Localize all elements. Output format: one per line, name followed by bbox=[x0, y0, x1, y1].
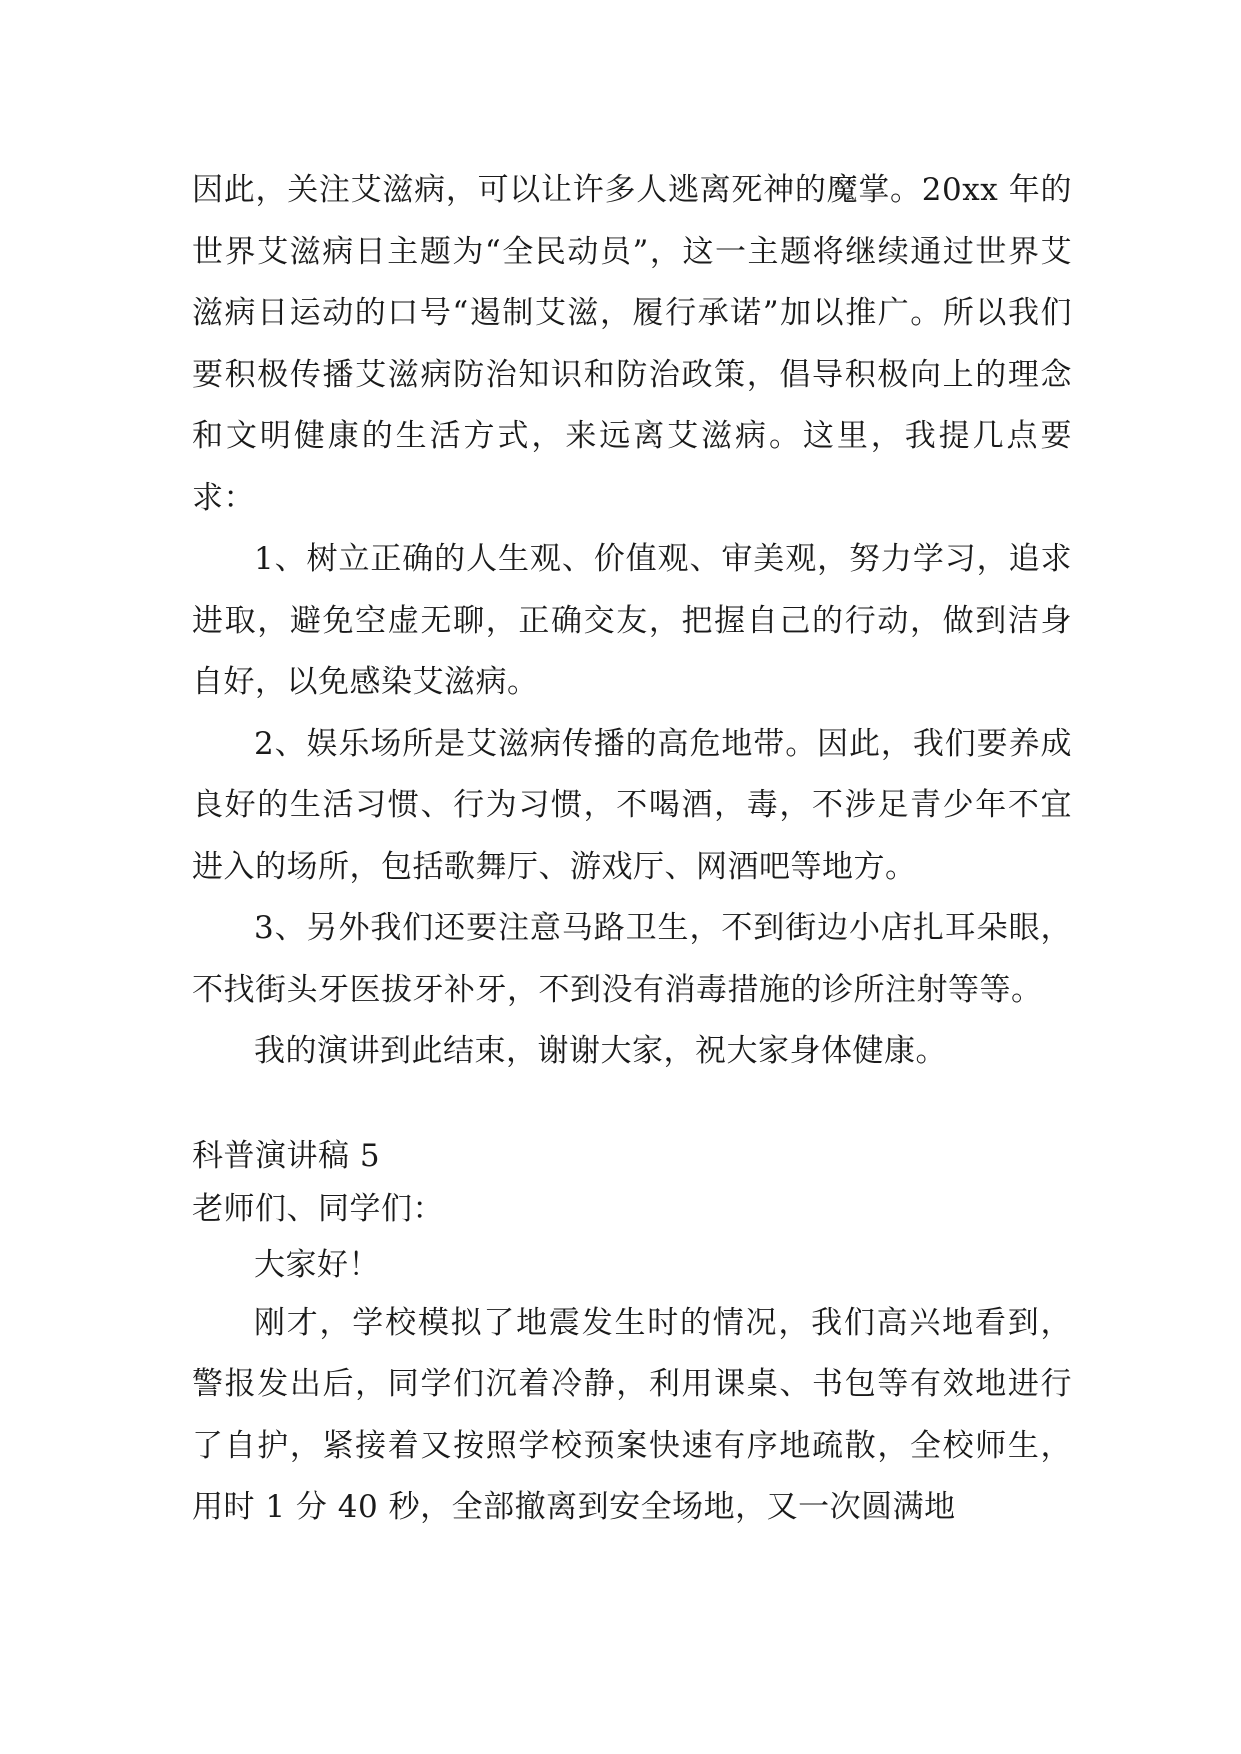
section-spacer bbox=[192, 1083, 1072, 1131]
greeting: 大家好！ bbox=[254, 1246, 380, 1283]
document-body bbox=[192, 160, 1072, 1539]
section-title: 科普演讲稿 5 bbox=[192, 1137, 381, 1174]
paragraph-requirement-2: 2、娱乐场所是艾滋病传播的高危地带。因此，我们要养成良好的生活习惯、行为习惯，不喝酒，毒，不涉足青少年不宜进入的场所，包括歌舞厅、游戏厅、网酒吧等地方。 bbox=[192, 725, 1072, 885]
salutation: 老师们、同学们： bbox=[192, 1190, 444, 1227]
paragraph-earthquake-drill: 刚才，学校模拟了地震发生时的情况，我们高兴地看到，警报发出后，同学们沉着冷静，利用课桌、书包等有效地进行了自护，紧接着又按照学校预案快速有序地疏散，全校师生，用时 1 分 40 秒，全部撤离到安全场地，又一次圆满地 bbox=[192, 1304, 1072, 1525]
paragraph-closing: 我的演讲到此结束，谢谢大家，祝大家身体健康。 bbox=[254, 1033, 947, 1069]
paragraph-aids-intro: 因此，关注艾滋病，可以让许多人逃离死神的魔掌。20xx 年的世界艾滋病日主题为“全民动员”，这一主题将继续通过世界艾滋病日运动的口号“遏制艾滋，履行承诺”加以推广。所以我们要积极传播艾滋病防治知识和防治政策，倡导积极向上的理念和文明健康的生活方式，来远离艾滋病。这里，我提几点要求： bbox=[192, 172, 1072, 516]
paragraph-requirement-3: 3、另外我们还要注意马路卫生，不到街边小店扎耳朵眼，不找街头牙医拔牙补牙，不到没有消毒措施的诊所注射等等。 bbox=[192, 910, 1072, 1008]
paragraph-requirement-1: 1、树立正确的人生观、价值观、审美观，努力学习，追求进取，避免空虚无聊，正确交友，把握自己的行动，做到洁身自好，以免感染艾滋病。 bbox=[192, 541, 1072, 700]
